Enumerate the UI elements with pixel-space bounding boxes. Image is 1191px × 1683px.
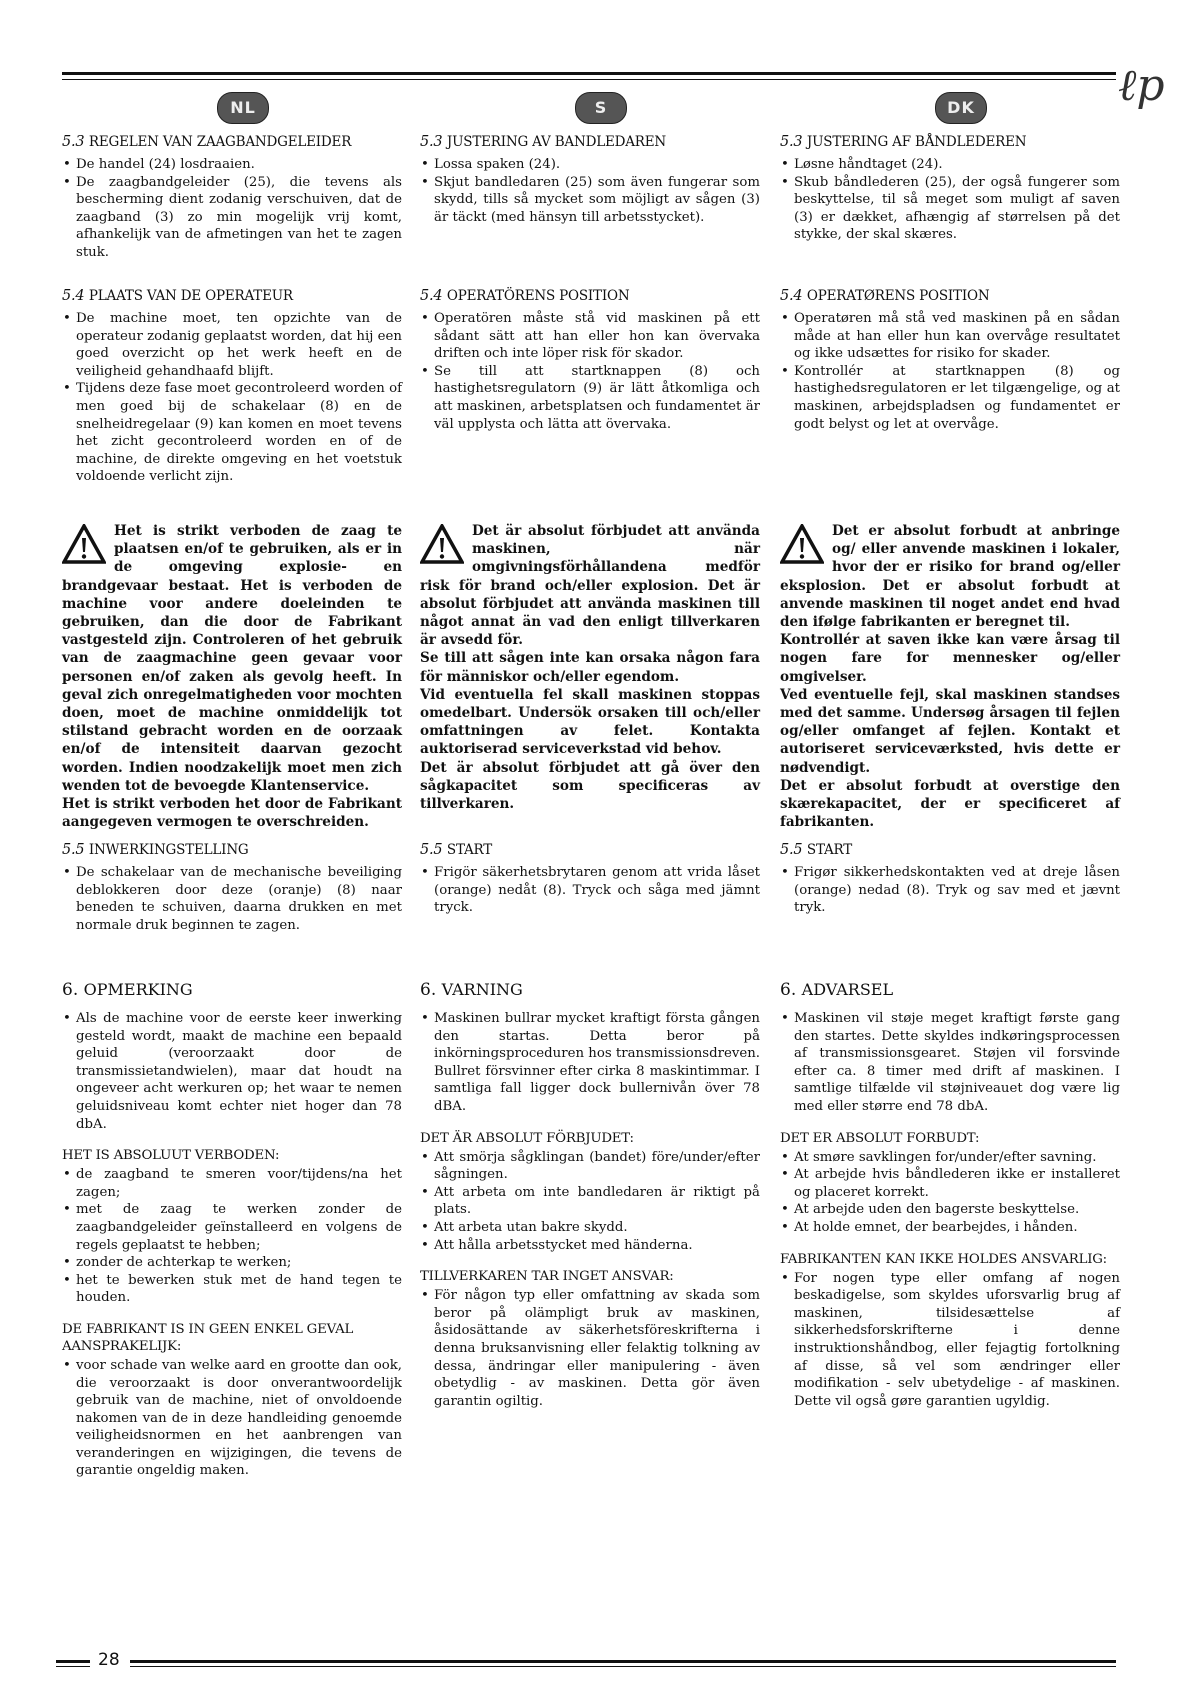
- section-number: 5.3: [780, 134, 803, 150]
- list-item: • zonder de achterkap te werken;: [62, 1254, 402, 1272]
- section-s6: [780, 980, 1120, 1410]
- liability-list: [62, 1357, 402, 1480]
- list-item: • Als de machine voor de eerste keer inwerking gesteld wordt, maakt de machine een bepaald geluid (veroorzaakt door de transmissietandwielen), maar dat houdt na ongeveer acht werkuren op; het waar te nemen geluidsniveau komt echter niet hoger dan 78 dbA.: [62, 1010, 402, 1133]
- section-number: 5.4: [780, 288, 803, 304]
- list-item: • At arbejde uden den bagerste beskyttelse.: [780, 1201, 1120, 1219]
- bullet-list: [780, 864, 1120, 917]
- list-item: • For nogen type eller omfang af nogen beskadigelse, som skyldes uforsvarlig brug af maskinen, tilsidesættelse af sikkerhedsforskrifterne i denne instruktionshåndbog, eller fejagtig fortolkning af disse, så vel som ændringer eller modifikation - selv ubetydelige - af maskinen. Dette vil også gøre garantien ugyldig.: [780, 1270, 1120, 1411]
- warning-block: [62, 522, 402, 831]
- list-item: • Se till att startknappen (8) och hastighetsregulatorn (9) är lätt åtkomliga och att maskinen, arbetsplatsen och fundamentet är väl upplysta och lätta att övervaka.: [420, 363, 760, 433]
- bullet-list: [62, 310, 402, 486]
- section-s54: [420, 288, 760, 433]
- list-item: • de zaagband te smeren voor/tijdens/na het zagen;: [62, 1166, 402, 1201]
- section-heading: [62, 134, 402, 150]
- section-s55: [420, 842, 760, 917]
- list-item: • De zaagbandgeleider (25), die tevens als bescherming dient zodanig verschuiven, dat de zaagband (3) zo min mogelijk vrij komt, afhankelijk van de afmetingen van het te zagen stuk.: [62, 174, 402, 262]
- bullet-list: [780, 310, 1120, 433]
- section-s55: [780, 842, 1120, 917]
- warning-paragraph: Vid eventuella fel skall maskinen stoppas omedelbart. Undersök orsaken till och/eller omfattningen av felet. Kontakta auktoriserad serviceverkstad vid behov.: [420, 686, 760, 758]
- list-item: • voor schade van welke aard en grootte dan ook, die veroorzaakt is door onverantwoordelijk gebruik van de machine, niet of onvoldoende nakomen van de in deze handleiding genoemde veiligheidsnormen en het aanbrengen van veranderingen en wijzigingen, die tevens de garantie ongeldig maken.: [62, 1357, 402, 1480]
- list-item: • Skjut bandledaren (25) som även fungerar som skydd, tills så mycket som möjligt av sågen (3) är täckt (med hänsyn till arbetsstycket).: [420, 174, 760, 227]
- page-number: 28: [98, 1650, 120, 1670]
- section-heading: [780, 134, 1120, 150]
- section-number: 5.3: [62, 134, 85, 150]
- bullet-list: [780, 1010, 1120, 1116]
- warning-triangle-icon: [780, 524, 824, 564]
- section-number: 6.: [780, 980, 797, 1000]
- liability-list: [780, 1270, 1120, 1411]
- section-title: VARNING: [441, 980, 523, 999]
- column-s: [420, 92, 760, 1409]
- language-flag-badge: NL: [217, 92, 269, 124]
- top-rule: [62, 72, 1116, 75]
- bullet-list: [420, 864, 760, 917]
- section-number: 5.5: [420, 842, 443, 858]
- section-number: 6.: [420, 980, 437, 1000]
- list-item: • At holde emnet, der bearbejdes, i hånden.: [780, 1219, 1120, 1237]
- list-item: • Att arbeta om inte bandledaren är riktigt på plats.: [420, 1184, 760, 1219]
- list-item: • Tijdens deze fase moet gecontroleerd worden of men goed bij de schakelaar (8) en de snelheidregelaar (9) kan komen en moet tevens het zicht gecontroleerd worden en of de machine, de direkte omgeving en het voetstuk voldoende verlicht zijn.: [62, 380, 402, 486]
- list-item: • De handel (24) losdraaien.: [62, 156, 402, 174]
- section-s6: [62, 980, 402, 1480]
- list-item: • met de zaag te werken zonder de zaagbandgeleider geïnstalleerd en volgens de regels geplaatst te hebben;: [62, 1201, 402, 1254]
- list-item: • het te bewerken stuk met de hand tegen te houden.: [62, 1272, 402, 1307]
- section-title: ADVARSEL: [801, 980, 894, 999]
- section-number: 5.4: [62, 288, 85, 304]
- list-item: • Att smörja sågklingan (bandet) före/under/efter sågningen.: [420, 1149, 760, 1184]
- list-item: • De machine moet, ten opzichte van de operateur zodanig geplaatst worden, dat hij een goed overzicht op het werk heeft en de veiligheid gehandhaafd blijft.: [62, 310, 402, 380]
- top-rule-thin: [62, 79, 1116, 80]
- subheading-prohibited: HET IS ABSOLUUT VERBODEN:: [62, 1148, 280, 1164]
- section-title: START: [446, 842, 493, 858]
- list-item: • Maskinen bullrar mycket kraftigt första gången den startas. Detta beror på inkörningsproceduren hos transmissionsdreven. Bullret försvinner efter cirka 8 maskintimmar. I samtliga fall ligger dock bullernivån över 78 dBA.: [420, 1010, 760, 1116]
- section-number: 5.5: [62, 842, 85, 858]
- warning-paragraph: Het is strikt verboden de zaag te plaatsen en/of te gebruiken, als er in de omgeving explosie- en brandgevaar bestaat. Het is verboden de machine voor andere doeleinden te gebruiken, dan die door de Fabrikant vastgesteld zijn. Controleren of het gebruik van de zaagmachine geen gevaar voor personen en/of zaken als gevolg heeft. In geval zich onregelmatigheden voor mochten doen, moet de machine onmiddelijk tot stilstand gebracht worden en de oorzaak en/of de intensiteit daarvan gezocht worden. Indien noodzakelijk moet men zich wenden tot de bevoegde Klantenservice.: [62, 523, 402, 794]
- list-item: • Frigør sikkerhedskontakten ved at dreje låsen (orange) nedad (8). Tryk og sav med et jævnt tryk.: [780, 864, 1120, 917]
- warning-paragraph: Det är absolut förbjudet att använda maskinen, när omgivningsförhållandena medför risk för brand och/eller explosion. Det är absolut förbjudet att använda maskinen till något annat än vad den enligt tillverkaren är avsedd för.: [420, 523, 760, 649]
- section-title: JUSTERING AV BANDLEDAREN: [446, 134, 667, 150]
- section-number: 6.: [62, 980, 79, 1000]
- bullet-list: [62, 156, 402, 262]
- list-item: • Løsne håndtaget (24).: [780, 156, 1120, 174]
- footer-dash-thin: [56, 1666, 90, 1667]
- section-title: OPERATÖRENS POSITION: [446, 288, 630, 304]
- column-nl: [62, 92, 402, 1479]
- section-title: INWERKINGSTELLING: [88, 842, 249, 858]
- prohibited-list: [420, 1149, 760, 1255]
- bullet-list: [62, 1010, 402, 1133]
- section-s53: [780, 134, 1120, 244]
- list-item: • Skub båndlederen (25), der også fungerer som beskyttelse, til så meget som muligt af saven (3) er dækket, afhængig af størrelsen på det stykke, der skal skæres.: [780, 174, 1120, 244]
- list-item: • Maskinen vil støje meget kraftigt første gang den startes. Dette skyldes indkøringsprocessen af transmissionsgearet. Støjen vil forsvinde efter ca. 8 timer med drift af maskinen. I samtlige tilfælde vil støjniveauet dog være lig med eller større end 78 dbA.: [780, 1010, 1120, 1116]
- list-item: • Att hålla arbetsstycket med händerna.: [420, 1237, 760, 1255]
- warning-paragraph: Det är absolut förbjudet att gå över den sågkapacitet som specificeras av tillverkaren.: [420, 759, 760, 813]
- list-item: • At smøre savklingen for/under/efter savning.: [780, 1149, 1120, 1167]
- warning-paragraph: Het is strikt verboden het door de Fabrikant aangegeven vermogen te overschreiden.: [62, 796, 402, 831]
- list-item: • Lossa spaken (24).: [420, 156, 760, 174]
- section-heading: [420, 980, 760, 1000]
- list-item: • Frigör säkerhetsbrytaren genom att vrida låset (orange) nedåt (8). Tryck och såga med jämnt tryck.: [420, 864, 760, 917]
- list-item: • De schakelaar van de mechanische beveiliging deblokkeren door deze (oranje) (8) naar beneden te schuiven, daarna drukken en met normale druk beginnen te zagen.: [62, 864, 402, 934]
- column-dk: [780, 92, 1120, 1409]
- section-heading: [780, 288, 1120, 304]
- section-s53: [420, 134, 760, 226]
- list-item: • För någon typ eller omfattning av skada som beror på olämpligt bruk av maskinen, åsidosättande av säkerhetsföreskrifterna i denna bruksanvisning eller felaktig tolkning av dessa, ändringar eller manipulering - även obetydlig - av maskinen. Detta gör även garantin ogiltig.: [420, 1287, 760, 1410]
- section-number: 5.5: [780, 842, 803, 858]
- subheading-liability: FABRIKANTEN KAN IKKE HOLDES ANSVARLIG:: [780, 1251, 1107, 1267]
- warning-block: [420, 522, 760, 813]
- warning-paragraph: Det er absolut forbudt at overstige den skærekapacitet, der er specificeret af fabrikanten.: [780, 777, 1120, 831]
- subheading-prohibited: DET ÄR ABSOLUT FÖRBJUDET:: [420, 1130, 634, 1146]
- section-s54: [62, 288, 402, 486]
- subheading-prohibited: DET ER ABSOLUT FORBUDT:: [780, 1130, 980, 1146]
- prohibited-list: [780, 1149, 1120, 1237]
- bullet-list: [420, 1010, 760, 1116]
- prohibited-list: [62, 1166, 402, 1307]
- warning-paragraph: Ved eventuelle fejl, skal maskinen standses med det samme. Undersøg årsagen til fejlen og/eller omfanget af fejlen. Kontakt et autoriseret serviceværksted, hvis dette er nødvendigt.: [780, 686, 1120, 776]
- language-flag-badge: DK: [935, 92, 987, 124]
- section-title: OPMERKING: [83, 980, 193, 999]
- list-item: • At arbejde hvis båndlederen ikke er installeret og placeret korrekt.: [780, 1166, 1120, 1201]
- section-heading: [62, 842, 402, 858]
- section-heading: [62, 980, 402, 1000]
- warning-paragraph: Kontrollér at saven ikke kan være årsag til nogen fare for mennesker og/eller omgivelser.: [780, 632, 1120, 685]
- footer-rule: [130, 1660, 1116, 1663]
- subheading-liability: TILLVERKAREN TAR INGET ANSVAR:: [420, 1269, 674, 1285]
- section-s6: [420, 980, 760, 1410]
- list-item: • Kontrollér at startknappen (8) og hastighedsregulatoren er let tilgængelige, og at maskinen, arbejdspladsen og fundamentet er godt belyst og let at overvåge.: [780, 363, 1120, 433]
- liability-list: [420, 1287, 760, 1410]
- section-number: 5.4: [420, 288, 443, 304]
- bullet-list: [62, 864, 402, 934]
- section-title: JUSTERING AF BÅNDLEDEREN: [806, 134, 1027, 150]
- section-title: OPERATØRENS POSITION: [806, 288, 990, 304]
- section-heading: [420, 288, 760, 304]
- bullet-list: [780, 156, 1120, 244]
- subheading-liability: DE FABRIKANT IS IN GEEN ENKEL GEVAL AANSPRAKELIJK:: [62, 1321, 354, 1354]
- bullet-list: [420, 156, 760, 226]
- section-number: 5.3: [420, 134, 443, 150]
- warning-paragraph: Se till att sågen inte kan orsaka någon fara för människor och/eller egendom.: [420, 650, 760, 685]
- section-title: START: [806, 842, 853, 858]
- list-item: • Operatøren må stå ved maskinen på en sådan måde at han eller hun kan overvåge resultatet og ikke udsættes for risiko for skader.: [780, 310, 1120, 363]
- handwritten-mark: ℓp: [1118, 60, 1165, 111]
- bullet-list: [420, 310, 760, 433]
- language-flag-badge: S: [575, 92, 627, 124]
- warning-triangle-icon: [420, 524, 464, 564]
- section-s54: [780, 288, 1120, 433]
- list-item: • Att arbeta utan bakre skydd.: [420, 1219, 760, 1237]
- section-title: PLAATS VAN DE OPERATEUR: [88, 288, 293, 304]
- section-heading: [420, 842, 760, 858]
- list-item: • Operatören måste stå vid maskinen på ett sådant sätt att han eller hon kan övervaka driften och inte löper risk för skador.: [420, 310, 760, 363]
- warning-paragraph: Det er absolut forbudt at anbringe og/ eller anvende maskinen i lokaler, hvor der er risiko for brand og/eller eksplosion. Det er absolut forbudt at anvende maskinen til noget andet end hvad den ifølge fabrikanten er beregnet til.: [780, 523, 1120, 631]
- warning-triangle-icon: [62, 524, 106, 564]
- section-s53: [62, 134, 402, 262]
- footer-rule-thin: [130, 1666, 1116, 1667]
- footer-dash: [56, 1660, 90, 1663]
- section-heading: [62, 288, 402, 304]
- section-heading: [780, 980, 1120, 1000]
- section-heading: [420, 134, 760, 150]
- section-title: REGELEN VAN ZAAGBANDGELEIDER: [88, 134, 352, 150]
- warning-block: [780, 522, 1120, 831]
- section-s55: [62, 842, 402, 934]
- section-heading: [780, 842, 1120, 858]
